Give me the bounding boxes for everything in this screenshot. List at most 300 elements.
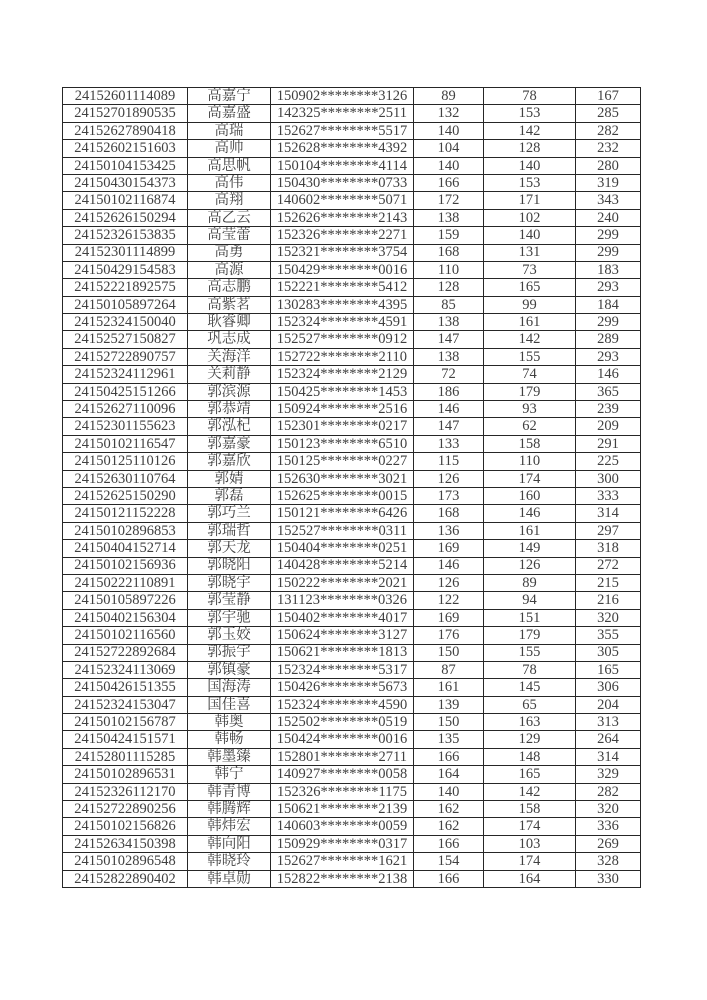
score1-cell: 133 xyxy=(414,435,484,452)
exam-number-cell: 24150102116874 xyxy=(63,192,188,209)
name-cell: 郭晓宇 xyxy=(188,574,271,591)
id-number-cell: 150929********0317 xyxy=(271,835,414,852)
id-number-cell: 152527********0912 xyxy=(271,331,414,348)
id-number-cell: 152822********2138 xyxy=(271,870,414,887)
score2-cell: 93 xyxy=(484,401,576,418)
score1-cell: 168 xyxy=(414,505,484,522)
id-number-cell: 150104********4114 xyxy=(271,157,414,174)
exam-number-cell: 24150104153425 xyxy=(63,157,188,174)
id-number-cell: 152502********0519 xyxy=(271,714,414,731)
id-number-cell: 131123********0326 xyxy=(271,592,414,609)
score2-cell: 171 xyxy=(484,192,576,209)
score1-cell: 164 xyxy=(414,766,484,783)
exam-number-cell: 24152324153047 xyxy=(63,696,188,713)
total-score-cell: 232 xyxy=(576,140,641,157)
total-score-cell: 299 xyxy=(576,227,641,244)
table-row xyxy=(63,366,641,383)
total-score-cell: 240 xyxy=(576,209,641,226)
score2-cell: 179 xyxy=(484,627,576,644)
table-row xyxy=(63,122,641,139)
score1-cell: 146 xyxy=(414,557,484,574)
table-row xyxy=(63,296,641,313)
score2-cell: 160 xyxy=(484,487,576,504)
total-score-cell: 299 xyxy=(576,244,641,261)
exam-number-cell: 24152324113069 xyxy=(63,661,188,678)
table-row xyxy=(63,835,641,852)
score1-cell: 115 xyxy=(414,453,484,470)
id-number-cell: 152326********2271 xyxy=(271,227,414,244)
id-number-cell: 152627********5517 xyxy=(271,122,414,139)
total-score-cell: 365 xyxy=(576,383,641,400)
table-row xyxy=(63,853,641,870)
table-row xyxy=(63,209,641,226)
total-score-cell: 282 xyxy=(576,122,641,139)
score2-cell: 65 xyxy=(484,696,576,713)
name-cell: 高乙云 xyxy=(188,209,271,226)
total-score-cell: 239 xyxy=(576,401,641,418)
table-row xyxy=(63,748,641,765)
name-cell: 高帅 xyxy=(188,140,271,157)
score2-cell: 73 xyxy=(484,261,576,278)
exam-number-cell: 24150402156304 xyxy=(63,609,188,626)
total-score-cell: 330 xyxy=(576,870,641,887)
total-score-cell: 306 xyxy=(576,679,641,696)
score1-cell: 140 xyxy=(414,157,484,174)
score2-cell: 110 xyxy=(484,453,576,470)
id-number-cell: 152626********2143 xyxy=(271,209,414,226)
total-score-cell: 329 xyxy=(576,766,641,783)
score1-cell: 150 xyxy=(414,644,484,661)
total-score-cell: 282 xyxy=(576,783,641,800)
table-row xyxy=(63,453,641,470)
table-row xyxy=(63,522,641,539)
score2-cell: 161 xyxy=(484,314,576,331)
score2-cell: 165 xyxy=(484,766,576,783)
exam-number-cell: 24152601114089 xyxy=(63,88,188,105)
score1-cell: 162 xyxy=(414,801,484,818)
score1-cell: 85 xyxy=(414,296,484,313)
score1-cell: 140 xyxy=(414,122,484,139)
table-row xyxy=(63,627,641,644)
score1-cell: 138 xyxy=(414,314,484,331)
score2-cell: 158 xyxy=(484,435,576,452)
total-score-cell: 146 xyxy=(576,366,641,383)
table-row xyxy=(63,870,641,887)
score1-cell: 166 xyxy=(414,748,484,765)
score2-cell: 153 xyxy=(484,174,576,191)
score2-cell: 174 xyxy=(484,470,576,487)
name-cell: 关海洋 xyxy=(188,348,271,365)
total-score-cell: 318 xyxy=(576,540,641,557)
exam-number-cell: 24152326153835 xyxy=(63,227,188,244)
score-table xyxy=(62,87,641,888)
exam-number-cell: 24152527150827 xyxy=(63,331,188,348)
score1-cell: 166 xyxy=(414,835,484,852)
table-row xyxy=(63,696,641,713)
score2-cell: 142 xyxy=(484,331,576,348)
score1-cell: 140 xyxy=(414,783,484,800)
name-cell: 郭婧 xyxy=(188,470,271,487)
id-number-cell: 152324********5317 xyxy=(271,661,414,678)
exam-number-cell: 24152801115285 xyxy=(63,748,188,765)
exam-number-cell: 24152221892575 xyxy=(63,279,188,296)
exam-number-cell: 24150426151355 xyxy=(63,679,188,696)
score1-cell: 110 xyxy=(414,261,484,278)
total-score-cell: 272 xyxy=(576,557,641,574)
score2-cell: 151 xyxy=(484,609,576,626)
score1-cell: 169 xyxy=(414,609,484,626)
total-score-cell: 184 xyxy=(576,296,641,313)
table-row xyxy=(63,470,641,487)
id-number-cell: 152801********2711 xyxy=(271,748,414,765)
score1-cell: 166 xyxy=(414,870,484,887)
score1-cell: 87 xyxy=(414,661,484,678)
exam-number-cell: 24152625150290 xyxy=(63,487,188,504)
id-number-cell: 152630********3021 xyxy=(271,470,414,487)
score1-cell: 159 xyxy=(414,227,484,244)
score1-cell: 168 xyxy=(414,244,484,261)
name-cell: 韩墨臻 xyxy=(188,748,271,765)
score2-cell: 62 xyxy=(484,418,576,435)
total-score-cell: 319 xyxy=(576,174,641,191)
table-row xyxy=(63,714,641,731)
score2-cell: 146 xyxy=(484,505,576,522)
exam-number-cell: 24152324112961 xyxy=(63,366,188,383)
score2-cell: 153 xyxy=(484,105,576,122)
score2-cell: 102 xyxy=(484,209,576,226)
exam-number-cell: 24150424151571 xyxy=(63,731,188,748)
table-row xyxy=(63,487,641,504)
total-score-cell: 320 xyxy=(576,609,641,626)
exam-number-cell: 24150102116547 xyxy=(63,435,188,452)
score1-cell: 126 xyxy=(414,574,484,591)
table-row xyxy=(63,192,641,209)
score1-cell: 161 xyxy=(414,679,484,696)
table-row xyxy=(63,105,641,122)
exam-number-cell: 24152822890402 xyxy=(63,870,188,887)
total-score-cell: 314 xyxy=(576,748,641,765)
table-row xyxy=(63,314,641,331)
name-cell: 韩宁 xyxy=(188,766,271,783)
total-score-cell: 314 xyxy=(576,505,641,522)
name-cell: 耿睿卿 xyxy=(188,314,271,331)
score1-cell: 172 xyxy=(414,192,484,209)
id-number-cell: 152301********0217 xyxy=(271,418,414,435)
exam-number-cell: 24150125110126 xyxy=(63,453,188,470)
exam-number-cell: 24152301155623 xyxy=(63,418,188,435)
score1-cell: 173 xyxy=(414,487,484,504)
table-row xyxy=(63,644,641,661)
table-row xyxy=(63,331,641,348)
score1-cell: 122 xyxy=(414,592,484,609)
id-number-cell: 150424********0016 xyxy=(271,731,414,748)
table-row xyxy=(63,783,641,800)
table-row xyxy=(63,174,641,191)
table-row xyxy=(63,540,641,557)
total-score-cell: 355 xyxy=(576,627,641,644)
id-number-cell: 150924********2516 xyxy=(271,401,414,418)
table-row xyxy=(63,801,641,818)
exam-number-cell: 24150430154373 xyxy=(63,174,188,191)
total-score-cell: 225 xyxy=(576,453,641,470)
id-number-cell: 150222********2021 xyxy=(271,574,414,591)
total-score-cell: 299 xyxy=(576,314,641,331)
score1-cell: 89 xyxy=(414,88,484,105)
score2-cell: 158 xyxy=(484,801,576,818)
id-number-cell: 150429********0016 xyxy=(271,261,414,278)
name-cell: 关莉静 xyxy=(188,366,271,383)
score2-cell: 99 xyxy=(484,296,576,313)
exam-number-cell: 24150102896853 xyxy=(63,522,188,539)
score2-cell: 140 xyxy=(484,227,576,244)
id-number-cell: 150624********3127 xyxy=(271,627,414,644)
score1-cell: 136 xyxy=(414,522,484,539)
name-cell: 韩卓勋 xyxy=(188,870,271,887)
score1-cell: 132 xyxy=(414,105,484,122)
name-cell: 郭泓杞 xyxy=(188,418,271,435)
total-score-cell: 209 xyxy=(576,418,641,435)
name-cell: 韩腾辉 xyxy=(188,801,271,818)
name-cell: 韩向阳 xyxy=(188,835,271,852)
name-cell: 高瑞 xyxy=(188,122,271,139)
name-cell: 郭嘉豪 xyxy=(188,435,271,452)
id-number-cell: 152625********0015 xyxy=(271,487,414,504)
score1-cell: 154 xyxy=(414,853,484,870)
id-number-cell: 152722********2110 xyxy=(271,348,414,365)
id-number-cell: 152324********4591 xyxy=(271,314,414,331)
id-number-cell: 150402********4017 xyxy=(271,609,414,626)
score2-cell: 155 xyxy=(484,644,576,661)
score2-cell: 179 xyxy=(484,383,576,400)
exam-number-cell: 24152722890757 xyxy=(63,348,188,365)
total-score-cell: 343 xyxy=(576,192,641,209)
id-number-cell: 152321********3754 xyxy=(271,244,414,261)
score2-cell: 103 xyxy=(484,835,576,852)
exam-number-cell: 24150102896531 xyxy=(63,766,188,783)
table-row xyxy=(63,279,641,296)
results-table-body xyxy=(63,88,641,888)
table-row xyxy=(63,679,641,696)
score2-cell: 149 xyxy=(484,540,576,557)
score1-cell: 138 xyxy=(414,348,484,365)
score2-cell: 148 xyxy=(484,748,576,765)
table-row xyxy=(63,261,641,278)
table-row xyxy=(63,401,641,418)
name-cell: 高嘉盛 xyxy=(188,105,271,122)
exam-number-cell: 24152701890535 xyxy=(63,105,188,122)
score2-cell: 131 xyxy=(484,244,576,261)
name-cell: 韩奥 xyxy=(188,714,271,731)
score2-cell: 128 xyxy=(484,140,576,157)
score1-cell: 138 xyxy=(414,209,484,226)
name-cell: 高志鹏 xyxy=(188,279,271,296)
exam-number-cell: 24152326112170 xyxy=(63,783,188,800)
id-number-cell: 150621********1813 xyxy=(271,644,414,661)
total-score-cell: 293 xyxy=(576,348,641,365)
score2-cell: 174 xyxy=(484,853,576,870)
score1-cell: 146 xyxy=(414,401,484,418)
total-score-cell: 291 xyxy=(576,435,641,452)
total-score-cell: 333 xyxy=(576,487,641,504)
exam-number-cell: 24150429154583 xyxy=(63,261,188,278)
id-number-cell: 150123********6510 xyxy=(271,435,414,452)
table-row xyxy=(63,418,641,435)
score2-cell: 78 xyxy=(484,88,576,105)
score2-cell: 165 xyxy=(484,279,576,296)
score1-cell: 104 xyxy=(414,140,484,157)
total-score-cell: 216 xyxy=(576,592,641,609)
exam-number-cell: 24150102896548 xyxy=(63,853,188,870)
id-number-cell: 150902********3126 xyxy=(271,88,414,105)
exam-number-cell: 24152626150294 xyxy=(63,209,188,226)
name-cell: 郭瑞哲 xyxy=(188,522,271,539)
name-cell: 郭宇驰 xyxy=(188,609,271,626)
id-number-cell: 142325********2511 xyxy=(271,105,414,122)
total-score-cell: 204 xyxy=(576,696,641,713)
score1-cell: 126 xyxy=(414,470,484,487)
score2-cell: 161 xyxy=(484,522,576,539)
table-row xyxy=(63,661,641,678)
total-score-cell: 165 xyxy=(576,661,641,678)
exam-number-cell: 24150102156787 xyxy=(63,714,188,731)
score1-cell: 128 xyxy=(414,279,484,296)
name-cell: 郭天龙 xyxy=(188,540,271,557)
name-cell: 郭滨源 xyxy=(188,383,271,400)
id-number-cell: 140927********0058 xyxy=(271,766,414,783)
name-cell: 韩畅 xyxy=(188,731,271,748)
score2-cell: 89 xyxy=(484,574,576,591)
total-score-cell: 293 xyxy=(576,279,641,296)
score2-cell: 74 xyxy=(484,366,576,383)
name-cell: 韩炜宏 xyxy=(188,818,271,835)
score1-cell: 162 xyxy=(414,818,484,835)
score1-cell: 186 xyxy=(414,383,484,400)
exam-number-cell: 24150404152714 xyxy=(63,540,188,557)
total-score-cell: 183 xyxy=(576,261,641,278)
total-score-cell: 305 xyxy=(576,644,641,661)
total-score-cell: 328 xyxy=(576,853,641,870)
table-row xyxy=(63,435,641,452)
score2-cell: 126 xyxy=(484,557,576,574)
total-score-cell: 313 xyxy=(576,714,641,731)
exam-number-cell: 24152627110096 xyxy=(63,401,188,418)
name-cell: 郭晓阳 xyxy=(188,557,271,574)
score2-cell: 145 xyxy=(484,679,576,696)
id-number-cell: 140428********5214 xyxy=(271,557,414,574)
name-cell: 国海涛 xyxy=(188,679,271,696)
total-score-cell: 215 xyxy=(576,574,641,591)
id-number-cell: 130283********4395 xyxy=(271,296,414,313)
id-number-cell: 152326********1175 xyxy=(271,783,414,800)
score2-cell: 142 xyxy=(484,783,576,800)
name-cell: 国佳喜 xyxy=(188,696,271,713)
id-number-cell: 140602********5071 xyxy=(271,192,414,209)
table-row xyxy=(63,557,641,574)
id-number-cell: 152627********1621 xyxy=(271,853,414,870)
name-cell: 高源 xyxy=(188,261,271,278)
exam-number-cell: 24152630110764 xyxy=(63,470,188,487)
total-score-cell: 336 xyxy=(576,818,641,835)
score1-cell: 135 xyxy=(414,731,484,748)
score1-cell: 147 xyxy=(414,331,484,348)
table-row xyxy=(63,244,641,261)
score1-cell: 150 xyxy=(414,714,484,731)
score2-cell: 174 xyxy=(484,818,576,835)
table-row xyxy=(63,348,641,365)
table-row xyxy=(63,505,641,522)
score2-cell: 94 xyxy=(484,592,576,609)
total-score-cell: 300 xyxy=(576,470,641,487)
total-score-cell: 289 xyxy=(576,331,641,348)
name-cell: 韩晓玲 xyxy=(188,853,271,870)
table-row xyxy=(63,140,641,157)
id-number-cell: 150430********0733 xyxy=(271,174,414,191)
exam-number-cell: 24152722890256 xyxy=(63,801,188,818)
table-row xyxy=(63,766,641,783)
name-cell: 高伟 xyxy=(188,174,271,191)
exam-number-cell: 24150425151266 xyxy=(63,383,188,400)
exam-number-cell: 24150102116560 xyxy=(63,627,188,644)
table-row xyxy=(63,383,641,400)
exam-number-cell: 24152602151603 xyxy=(63,140,188,157)
id-number-cell: 152324********4590 xyxy=(271,696,414,713)
name-cell: 高莹蕾 xyxy=(188,227,271,244)
exam-number-cell: 24150105897264 xyxy=(63,296,188,313)
table-row xyxy=(63,88,641,105)
exam-number-cell: 24152301114899 xyxy=(63,244,188,261)
exam-number-cell: 24152627890418 xyxy=(63,122,188,139)
id-number-cell: 150426********5673 xyxy=(271,679,414,696)
name-cell: 郭莹静 xyxy=(188,592,271,609)
exam-number-cell: 24150105897226 xyxy=(63,592,188,609)
total-score-cell: 297 xyxy=(576,522,641,539)
score1-cell: 166 xyxy=(414,174,484,191)
name-cell: 高勇 xyxy=(188,244,271,261)
table-row xyxy=(63,227,641,244)
table-row xyxy=(63,818,641,835)
id-number-cell: 150425********1453 xyxy=(271,383,414,400)
score2-cell: 78 xyxy=(484,661,576,678)
score1-cell: 72 xyxy=(414,366,484,383)
name-cell: 郭磊 xyxy=(188,487,271,504)
name-cell: 高嘉宁 xyxy=(188,88,271,105)
name-cell: 巩志成 xyxy=(188,331,271,348)
name-cell: 郭恭靖 xyxy=(188,401,271,418)
name-cell: 郭巧兰 xyxy=(188,505,271,522)
id-number-cell: 150621********2139 xyxy=(271,801,414,818)
exam-number-cell: 24152324150040 xyxy=(63,314,188,331)
name-cell: 郭振宇 xyxy=(188,644,271,661)
total-score-cell: 167 xyxy=(576,88,641,105)
id-number-cell: 152527********0311 xyxy=(271,522,414,539)
exam-number-cell: 24150102156826 xyxy=(63,818,188,835)
name-cell: 韩青博 xyxy=(188,783,271,800)
exam-number-cell: 24152634150398 xyxy=(63,835,188,852)
id-number-cell: 150404********0251 xyxy=(271,540,414,557)
name-cell: 高思帆 xyxy=(188,157,271,174)
table-row xyxy=(63,574,641,591)
total-score-cell: 285 xyxy=(576,105,641,122)
name-cell: 郭镇豪 xyxy=(188,661,271,678)
score2-cell: 142 xyxy=(484,122,576,139)
id-number-cell: 152628********4392 xyxy=(271,140,414,157)
score2-cell: 164 xyxy=(484,870,576,887)
score2-cell: 140 xyxy=(484,157,576,174)
score1-cell: 147 xyxy=(414,418,484,435)
id-number-cell: 150125********0227 xyxy=(271,453,414,470)
score1-cell: 169 xyxy=(414,540,484,557)
score2-cell: 129 xyxy=(484,731,576,748)
